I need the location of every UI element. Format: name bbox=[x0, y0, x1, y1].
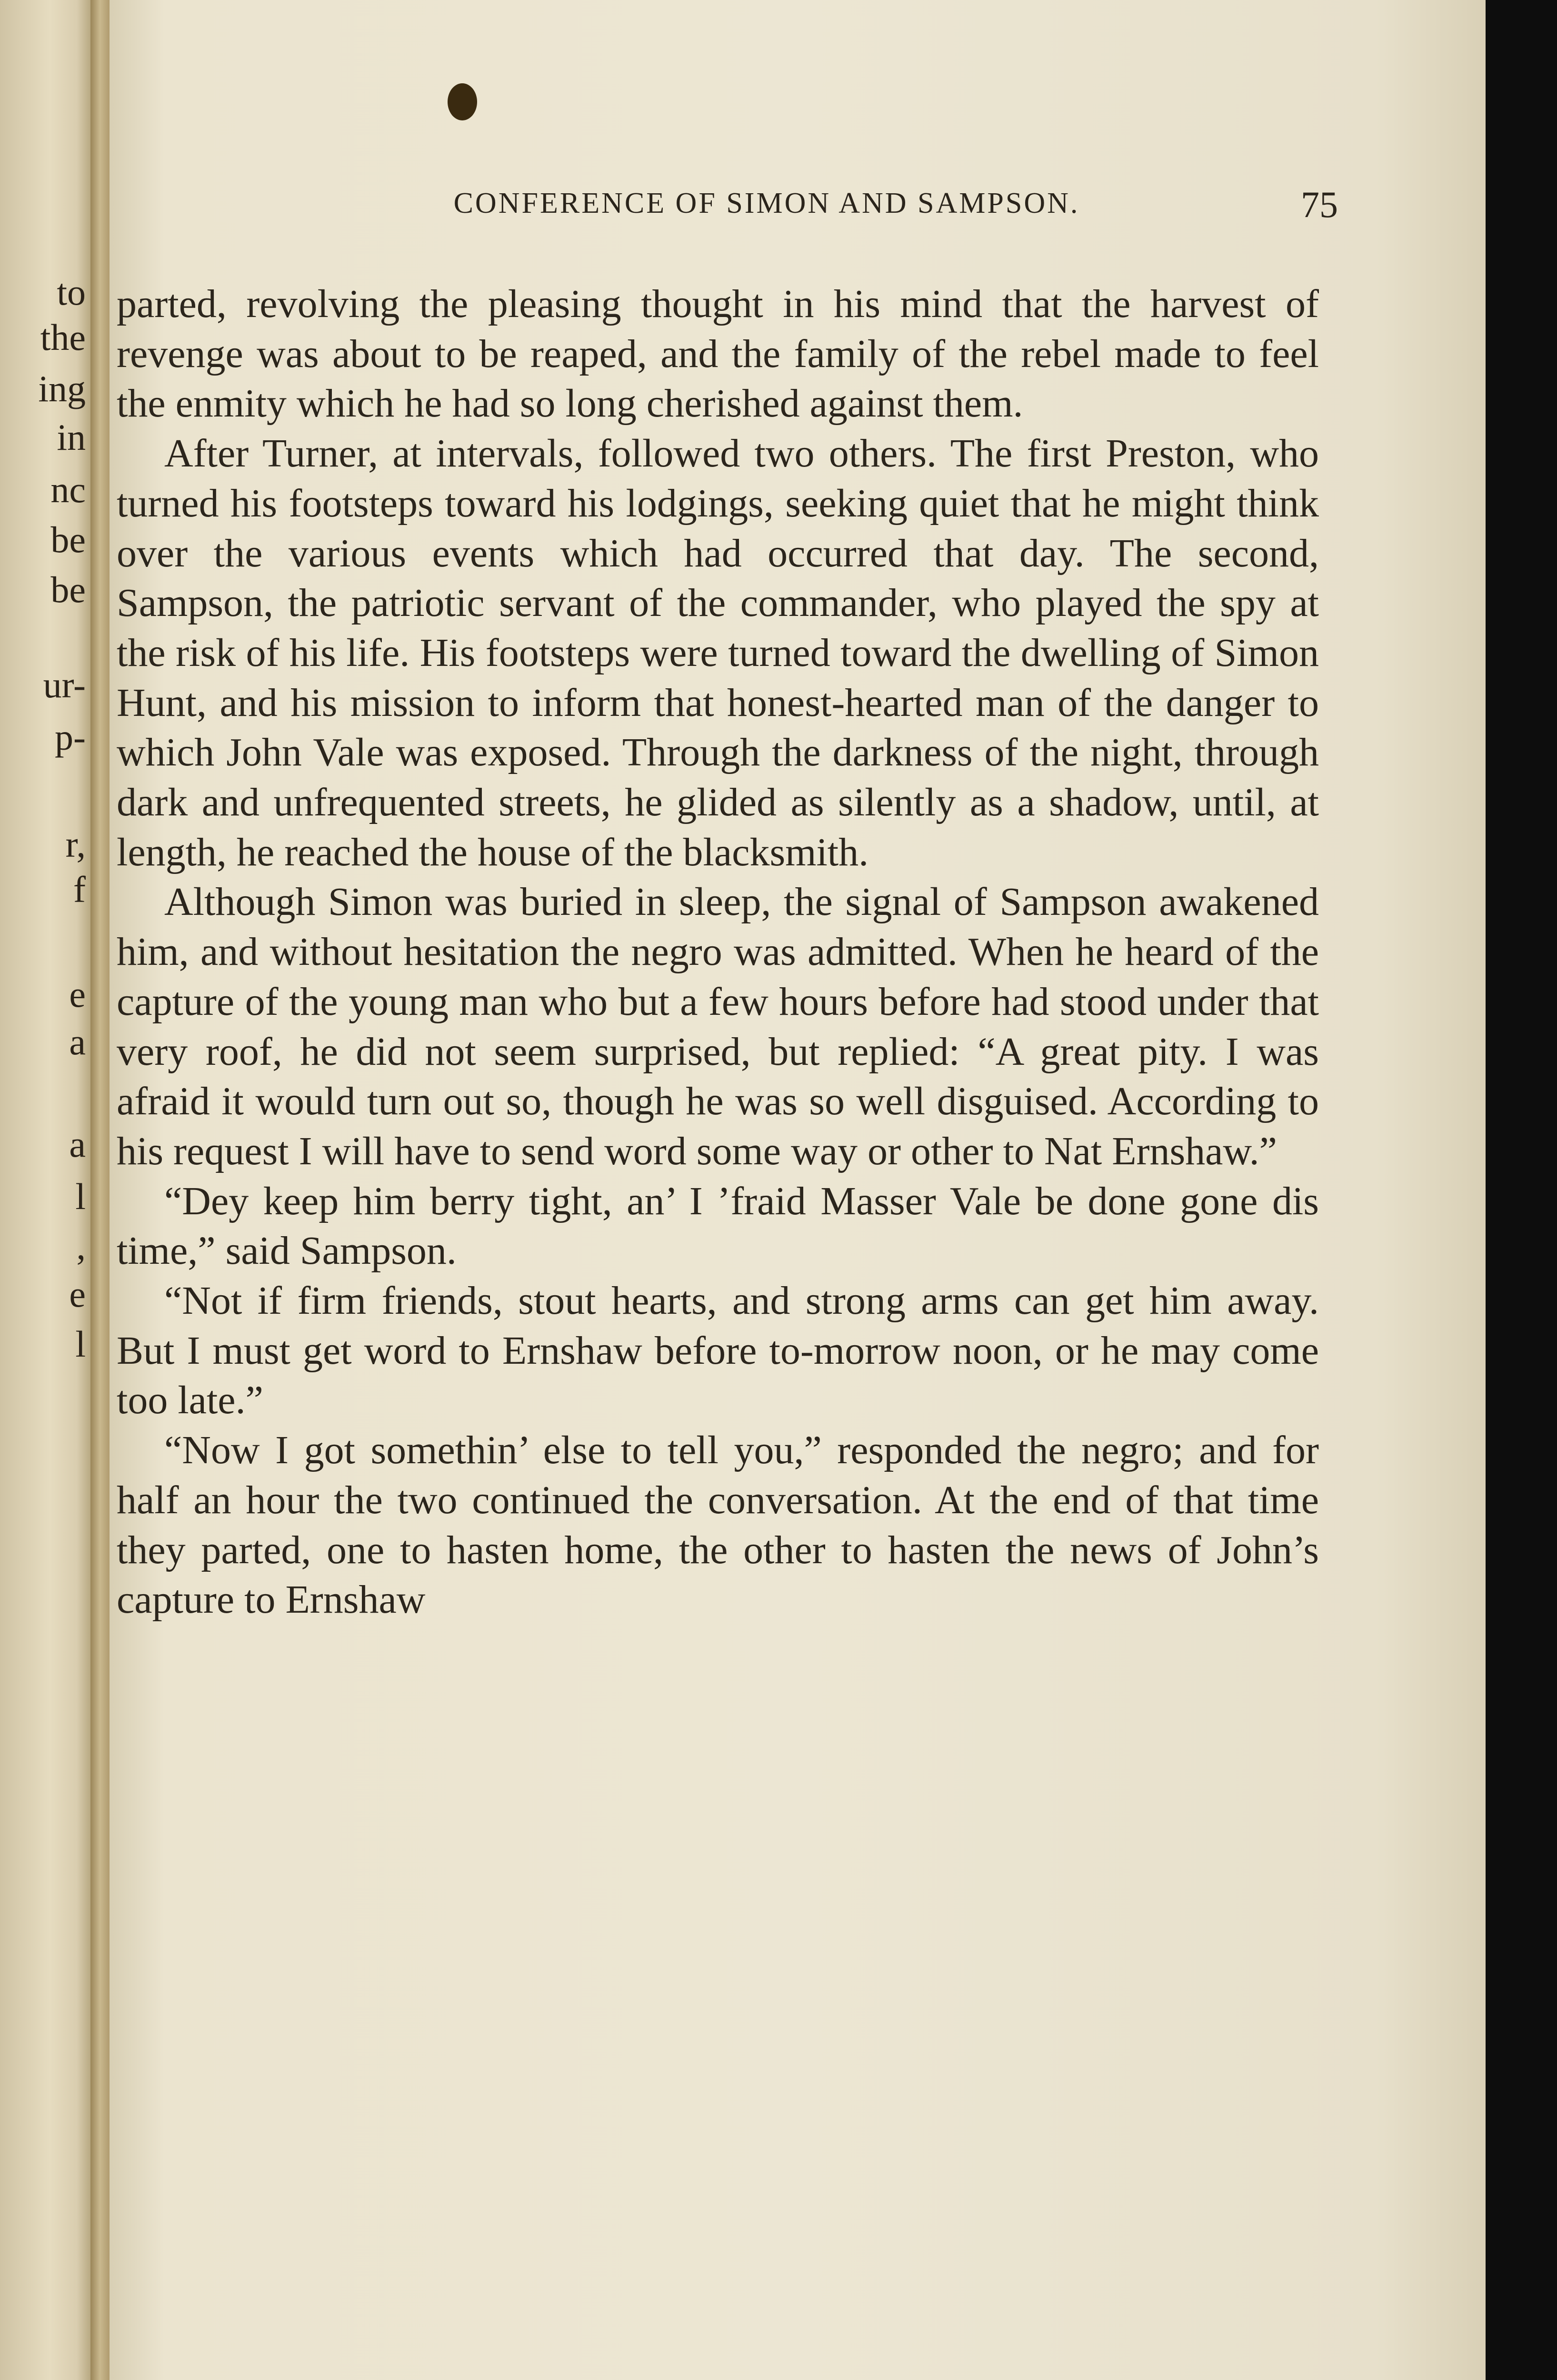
left-facing-page-edge bbox=[0, 0, 90, 2380]
left-page-fragment: nc bbox=[50, 469, 86, 510]
paragraph: After Turner, at intervals, followed two others. The first Preston, who turned his footsteps toward his lodgings, seeking quiet that he might think over the various events which had occurred that day. The second, Sampson, the patriotic servant of the commander, who played the spy at the risk of his life. His footsteps were turned toward the dwelling of Simon Hunt, and his mission to inform that honest-hearted man of the danger to which John Vale was exposed. Through the darkness of the night, through dark and unfrequented streets, he glided as silently as a shadow, until, at length, he reached the house of the blacksmith. bbox=[117, 431, 1319, 874]
left-page-fragment: e bbox=[69, 1273, 86, 1315]
left-page-fragment: r, bbox=[65, 823, 86, 865]
left-page-fragment: l bbox=[75, 1176, 86, 1217]
page-hole-mark bbox=[448, 83, 477, 120]
left-page-fragment: l bbox=[75, 1323, 86, 1365]
left-page-fragment: ur- bbox=[43, 664, 86, 705]
left-page-fragment: a bbox=[69, 1123, 86, 1165]
paragraph: “Not if firm friends, stout hearts, and strong arms can get him away. But I must get word to Ernshaw before to-morrow noon, or he may come too late.” bbox=[117, 1279, 1319, 1423]
left-page-fragment: be bbox=[50, 519, 86, 560]
left-page-fragment: in bbox=[57, 416, 86, 458]
left-page-fragment: ing bbox=[38, 368, 86, 409]
left-page-fragment: , bbox=[76, 1226, 86, 1267]
running-head: CONFERENCE OF SIMON AND SAMPSON. bbox=[453, 187, 1080, 219]
left-page-fragment: e bbox=[69, 973, 86, 1015]
page-body-text bbox=[117, 279, 1319, 1625]
left-page-fragment: f bbox=[73, 869, 86, 910]
left-page-fragment: a bbox=[69, 1021, 86, 1062]
left-page-fragment: to bbox=[57, 271, 86, 313]
left-page-fragment: p- bbox=[55, 716, 86, 758]
left-page-fragment: be bbox=[50, 569, 86, 610]
book-page bbox=[110, 0, 1486, 2380]
left-page-fragment: the bbox=[40, 317, 86, 358]
page-number: 75 bbox=[1301, 184, 1338, 225]
paragraph: “Dey keep him berry tight, an’ I ’fraid Masser Vale be done gone dis time,” said Sampson. bbox=[117, 1179, 1319, 1273]
paragraph: “Now I got somethin’ else to tell you,” responded the negro; and for half an hour the two continued the conversation. At the end of that time they parted, one to hasten home, the other to hasten the news of John’s capture to Ernshaw bbox=[117, 1428, 1319, 1622]
paragraph: parted, revolving the pleasing thought in his mind that the harvest of revenge was about to be reaped, and the family of the rebel made to feel the enmity which he had so long cherished against them. bbox=[117, 282, 1319, 426]
paragraph: Although Simon was buried in sleep, the signal of Sampson awakened him, and without hesitation the negro was admitted. When he heard of the capture of the young man who but a few hours before had stood under that very roof, he did not seem surprised, but replied: “A great pity. I was afraid it would turn out so, though he was so well disguised. According to his request I will have to send word some way or other to Nat Ernshaw.” bbox=[117, 880, 1319, 1173]
